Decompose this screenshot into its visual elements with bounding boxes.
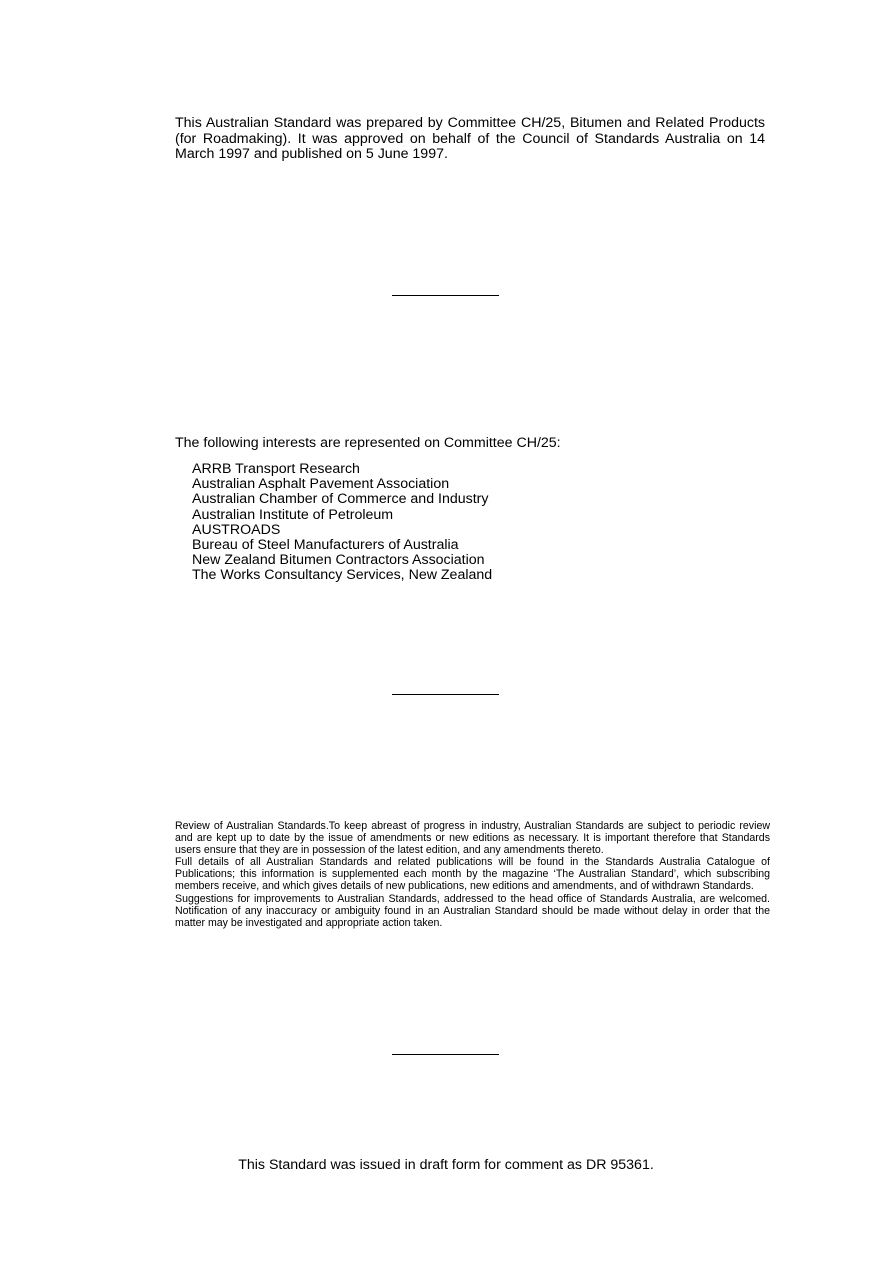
interest-item: Australian Chamber of Commerce and Industry xyxy=(192,491,489,508)
interest-item: Australian Institute of Petroleum xyxy=(192,506,394,523)
draft-notice: This Standard was issued in draft form for comment as DR 95361. xyxy=(238,1157,654,1173)
review-notes xyxy=(175,820,770,929)
interest-item: ARRB Transport Research xyxy=(192,461,360,477)
interest-item: New Zealand Bitumen Contractors Association xyxy=(192,552,485,569)
interest-item: AUSTROADS xyxy=(192,521,281,538)
interests-heading: The following interests are represented on Committee CH/25: xyxy=(175,435,561,451)
interests-list xyxy=(192,462,492,584)
section-divider-2 xyxy=(392,694,499,695)
suggestions-paragraph: Suggestions for improvements to Australian Standards, addressed to the head office of Standards Australia, are welcomed. Notification of any inaccuracy or ambiguity found in an Australian Standard should be made without delay in order that the matter may be investigated and appropriate action taken. xyxy=(175,892,770,929)
interest-item: Bureau of Steel Manufacturers of Australia xyxy=(192,537,459,554)
section-divider-3 xyxy=(392,1054,499,1055)
catalogue-paragraph: Full details of all Australian Standards and related publications will be found in the Standards Australia Catalogue of Publications; this information is supplemented each month by the magazine ‘The Australian Standard’, which subscribing members receive, and which gives details of new publications, new editions and amendments, and of withdrawn Standards. xyxy=(175,856,770,893)
section-divider-1 xyxy=(392,295,499,296)
interest-item: Australian Asphalt Pavement Association xyxy=(192,476,450,493)
preparation-statement: This Australian Standard was prepared by Committee CH/25, Bitumen and Related Products (for Roadmaking). It was approved on behalf of the Council of Standards Australia on 14 March 1997 and published on 5 June 1997. xyxy=(175,115,765,162)
interest-item: The Works Consultancy Services, New Zealand xyxy=(192,567,493,584)
review-paragraph: Review of Australian Standards.To keep abreast of progress in industry, Australian Standards are subject to periodic review and are kept up to date by the issue of amendments or new editions as necessary. It is important therefore that Standards users ensure that they are in possession of the latest edition, and any amendments thereto. xyxy=(175,820,770,857)
